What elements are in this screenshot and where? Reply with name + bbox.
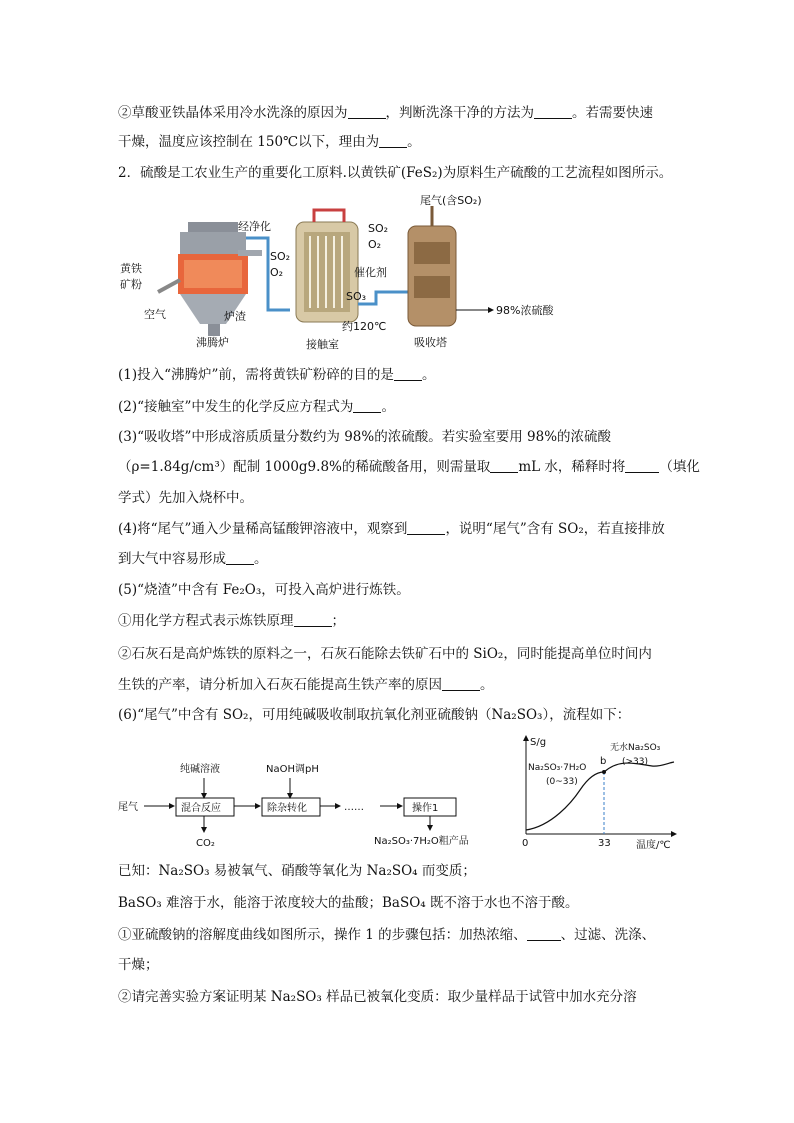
anhydrous-label: 无水Na₂SO₃ (610, 743, 661, 753)
question-2-part-3-line-1: (3)“吸收塔”中形成溶质质量分数约为 98%的浓硫酸。若实验室要用 98%的浓硫酸 (118, 429, 612, 445)
point-b-label: b (600, 756, 607, 767)
sub-question-1-line-2: 干燥； (118, 957, 159, 973)
right-so2-label: SO₂ (368, 222, 389, 235)
text-line-1: ②草酸亚铁晶体采用冷水洗涤的原因为 ，判断洗涤干净的方法为 。若需要快速 (118, 105, 653, 121)
question-2-part-6: (6)“尾气”中含有 SO₂，可用纯碱吸收制取抗氧化剂亚硫酸钠（Na₂SO₃），流程如下： (118, 707, 631, 723)
solubility-curve-chart (512, 732, 680, 854)
origin-label: 0 (522, 838, 529, 849)
tail-gas-label: 尾气(含SO₂) (420, 194, 482, 207)
known-line-2: BaSO₃ 难溶于水，能溶于浓度较大的盐酸；BaSO₄ 既不溶于水也不溶于酸。 (118, 895, 579, 911)
tail-gas-input-label: 尾气 (118, 802, 138, 813)
operation-1-label: 操作1 (412, 803, 439, 814)
ellipsis-label: …… (344, 802, 364, 813)
slag-label: 炉渣 (224, 310, 246, 323)
product-label: 98%浓硫酸 (496, 304, 554, 317)
pyrite-label-2: 矿粉 (120, 278, 142, 291)
anhydrous-range-label: (>33) (622, 757, 649, 767)
left-so2-label: SO₂ (270, 250, 291, 263)
question-2-part-3-line-2: （ρ=1.84g/cm³）配制 1000g9.8%的稀硫酸备用，则需量取 mL 水，稀释时将 （填化 (118, 459, 700, 475)
question-2-part-1: (1)投入“沸腾炉”前，需将黄铁矿粉碎的目的是 。 (118, 367, 436, 383)
impurity-removal-label: 除杂转化 (267, 803, 307, 814)
hydrate-range-label: (0~33) (546, 777, 578, 787)
contact-caption: 接触室 (306, 338, 339, 351)
known-line-1: 已知：Na₂SO₃ 易被氧气、硝酸等氧化为 Na₂SO₄ 而变质； (118, 863, 476, 879)
question-2-part-5-2-line-2: 生铁的产率，请分析加入石灰石能提高生铁产率的原因 。 (118, 677, 494, 693)
question-2-part-3-line-3: 学式）先加入烧杯中。 (118, 490, 253, 506)
y-axis-label: S/g (530, 737, 547, 748)
question-2-part-5-1: ①用化学方程式表示炼铁原理 ； (118, 613, 345, 629)
absorption-flow-diagram (118, 760, 492, 854)
x-axis-label: 温度/℃ (636, 840, 671, 851)
contact-chamber-drawing (296, 210, 358, 322)
question-2-part-4-line-2: 到大气中容易形成 。 (118, 551, 268, 567)
air-label: 空气 (144, 308, 166, 321)
catalyst-label: 催化剂 (354, 266, 387, 279)
sub-question-1-line-1: ①亚硫酸钠的溶解度曲线如图所示，操作 1 的步骤包括：加热浓缩、 、过滤、洗涤、 (118, 927, 656, 943)
question-2-part-4-line-1: (4)将“尾气”通入少量稀高锰酸钾溶液中，观察到 ，说明“尾气”含有 SO₂，若直接排放 (118, 521, 665, 537)
temp-label: 约120℃ (342, 320, 387, 333)
purify-label: 经净化 (238, 220, 271, 233)
crude-product-label: Na₂SO₃·7H₂O粗产品 (374, 836, 469, 847)
so3-label: SO₃ (346, 290, 367, 303)
right-o2-label: O₂ (368, 238, 382, 251)
question-2-part-2: (2)“接触室”中发生的化学反应方程式为 。 (118, 399, 395, 415)
furnace-caption: 沸腾炉 (196, 336, 229, 349)
process-flow-figure (118, 192, 578, 356)
text-line-2: 干燥，温度应该控制在 150℃以下，理由为 。 (118, 134, 421, 150)
co2-label: CO₂ (196, 838, 215, 849)
question-2-intro: 2．硫酸是工农业生产的重要化工原料.以黄铁矿(FeS₂)为原料生产硫酸的工艺流程如图所示。 (118, 165, 673, 181)
x-tick-33: 33 (598, 838, 611, 849)
question-2-part-5-2-line-1: ②石灰石是高炉炼铁的原料之一，石灰石能除去铁矿石中的 SiO₂，同时能提高单位时间内 (118, 646, 652, 662)
naoh-label: NaOH调pH (266, 764, 319, 775)
mix-reaction-label: 混合反应 (181, 803, 221, 814)
hydrate-label: Na₂SO₃·7H₂O (528, 763, 587, 773)
left-o2-label: O₂ (270, 266, 284, 279)
sub-question-2-line-1: ②请完善实验方案证明某 Na₂SO₃ 样品已被氧化变质：取少量样品于试管中加水充分溶 (118, 989, 637, 1005)
question-2-part-5: (5)“烧渣”中含有 Fe₂O₃，可投入高炉进行炼铁。 (118, 582, 410, 598)
absorption-tower-drawing (408, 206, 456, 326)
soda-label: 纯碱溶液 (180, 764, 220, 775)
pyrite-label-1: 黄铁 (120, 262, 142, 275)
absorber-caption: 吸收塔 (414, 336, 447, 349)
point-b (602, 770, 606, 774)
